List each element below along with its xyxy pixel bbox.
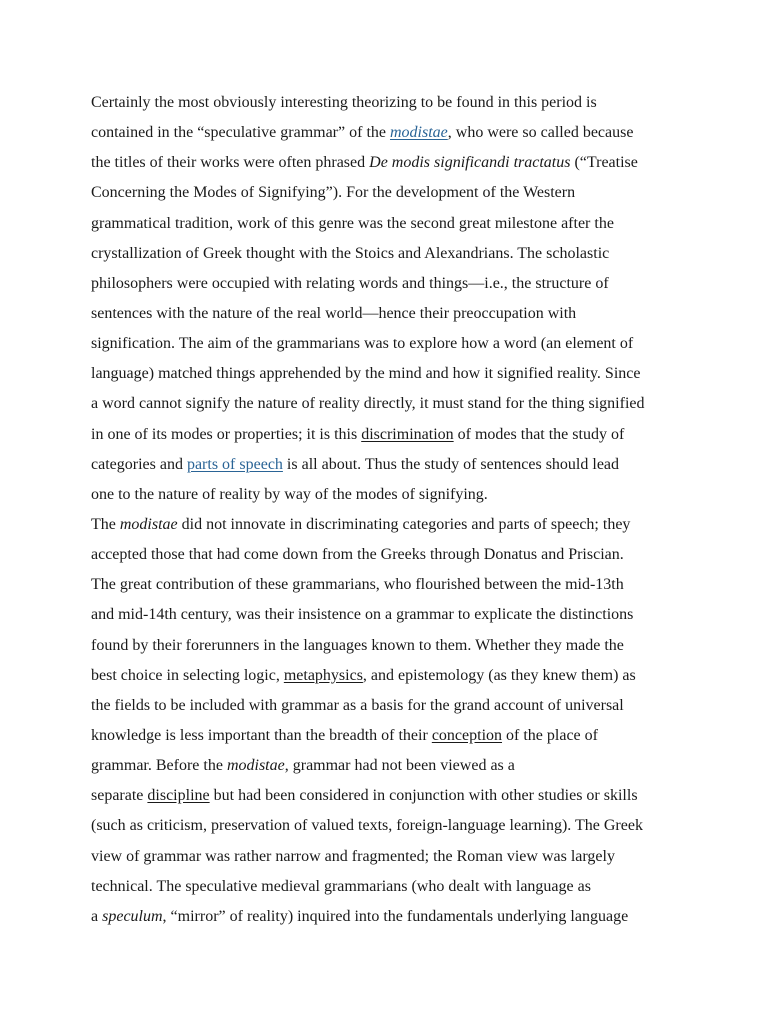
hyperlink[interactable]: modistae	[389, 124, 448, 142]
text-run: knowledge is less important than the breadth of their	[91, 726, 432, 744]
italic-term: modistae	[226, 757, 285, 775]
text-line	[91, 178, 701, 208]
text-run: in one of its modes or properties; it is this	[91, 425, 362, 443]
text-run: contained in the “speculative grammar” of the	[91, 124, 390, 142]
text-run: view of grammar was rather narrow and fragmented; the Roman view was largely	[91, 847, 615, 865]
text-run: language) matched things apprehended by the mind and how it signified reality. Since	[91, 365, 641, 383]
text-run: Concerning the Modes of Signifying”). For the development of the Western	[91, 184, 576, 202]
italic-term: modistae	[119, 515, 178, 533]
text-run: The	[91, 515, 120, 533]
text-run: (such as criticism, preservation of valued texts, foreign-language learning). The Greek	[91, 817, 643, 835]
italic-term: De modis significandi tractatus	[369, 154, 571, 172]
text-line	[91, 389, 701, 419]
article-body	[91, 88, 701, 932]
text-run: (“Treatise	[570, 154, 638, 172]
text-run: crystallization of Greek thought with the Stoics and Alexandrians. The scholastic	[91, 244, 610, 262]
text-run: the fields to be included with grammar as a basis for the grand account of universal	[91, 696, 624, 714]
text-run: one to the nature of reality by way of the modes of signifying.	[91, 485, 488, 503]
underlined-term: discrimination	[361, 425, 454, 443]
text-run: , who were so called because	[447, 124, 634, 142]
text-run: grammar. Before the	[91, 757, 227, 775]
text-line	[91, 721, 701, 751]
text-run: grammatical tradition, work of this genre was the second great milestone after the	[91, 214, 614, 232]
text-run: technical. The speculative medieval grammarians (who dealt with language as	[91, 877, 591, 895]
text-line	[91, 88, 701, 118]
text-line	[91, 480, 701, 510]
underlined-term: conception	[431, 726, 503, 744]
text-run: best choice in selecting logic,	[91, 666, 284, 684]
text-run: a	[91, 907, 103, 925]
text-run: and mid-14th century, was their insistence on a grammar to explicate the distinctions	[91, 606, 634, 624]
text-line	[91, 811, 701, 841]
text-run: separate	[91, 787, 148, 805]
text-line	[91, 450, 701, 480]
text-line	[91, 842, 701, 872]
text-line	[91, 299, 701, 329]
text-line	[91, 872, 701, 902]
italic-term: speculum	[102, 907, 163, 925]
text-run: signification. The aim of the grammarians was to explore how a word (an element of	[91, 335, 634, 353]
text-run: did not innovate in discriminating categories and parts of speech; they	[177, 515, 631, 533]
underlined-term: discipline	[147, 787, 210, 805]
text-line	[91, 510, 701, 540]
text-run: sentences with the nature of the real world—hence their preoccupation with	[91, 304, 577, 322]
text-line	[91, 751, 701, 781]
text-run: a word cannot signify the nature of reality directly, it must stand for the thing signified	[91, 395, 645, 413]
text-run: Certainly the most obviously interesting theorizing to be found in this period is	[91, 94, 597, 111]
text-run: of modes that the study of	[453, 425, 625, 443]
text-line	[91, 329, 701, 359]
text-run: found by their forerunners in the languages known to them. Whether they made the	[91, 636, 624, 654]
hyperlink[interactable]: parts of speech	[186, 455, 283, 473]
text-run: philosophers were occupied with relating words and things—i.e., the structure of	[91, 274, 609, 292]
text-run: of the place of	[502, 726, 598, 744]
text-run: the titles of their works were often phrased	[91, 154, 370, 172]
text-line	[91, 118, 701, 148]
text-line	[91, 420, 701, 450]
text-run: , grammar had not been viewed as a	[284, 757, 515, 775]
text-line	[91, 902, 701, 932]
text-run: , “mirror” of reality) inquired into the fundamentals underlying language	[162, 907, 629, 925]
text-line	[91, 661, 701, 691]
underlined-term: metaphysics	[283, 666, 363, 684]
text-line	[91, 691, 701, 721]
text-line	[91, 540, 701, 570]
text-run: but had been considered in conjunction with other studies or skills	[209, 787, 638, 805]
text-run: accepted those that had come down from the Greeks through Donatus and Priscian.	[91, 546, 624, 564]
text-line	[91, 239, 701, 269]
text-run: The great contribution of these grammarians, who flourished between the mid-13th	[91, 576, 624, 594]
text-line	[91, 570, 701, 600]
text-line	[91, 781, 701, 811]
text-run: is all about. Thus the study of sentences should lead	[282, 455, 620, 473]
text-run: , and epistemology (as they knew them) as	[362, 666, 636, 684]
text-line	[91, 631, 701, 661]
text-line	[91, 600, 701, 630]
text-line	[91, 269, 701, 299]
text-line	[91, 359, 701, 389]
text-run: categories and	[91, 455, 187, 473]
text-line	[91, 148, 701, 178]
text-line	[91, 209, 701, 239]
